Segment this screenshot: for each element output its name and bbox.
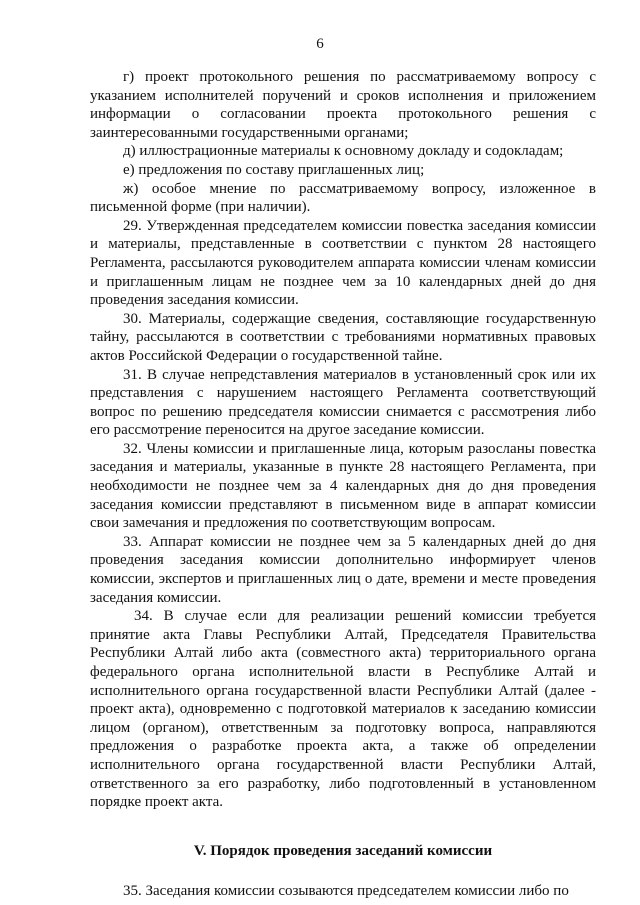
paragraph-33: 33. Аппарат комиссии не позднее чем за 5 календарных дней до дня проведения заседания комиссии дополнительно информирует членов комиссии, экспертов и приглашенных лиц о дате, времени и месте проведения заседания комиссии. — [90, 533, 596, 606]
paragraph-d: д) иллюстрационные материалы к основному докладу и содокладам; — [123, 143, 564, 160]
document-body — [90, 68, 596, 901]
page-number: 6 — [316, 36, 324, 52]
paragraph-30: 30. Материалы, содержащие сведения, составляющие государственную тайну, рассылаются в соответствии с требованиями нормативных правовых актов Российской Федерации о государственной тайне. — [90, 310, 596, 364]
paragraph-e: е) предложения по составу приглашенных лиц; — [123, 161, 425, 178]
paragraph-35: 35. Заседания комиссии созываются председателем комиссии либо по — [123, 883, 569, 900]
paragraph-34: 34. В случае если для реализации решений комиссии требуется принятие акта Главы Республики Алтай, Председателя Правительства Республики Алтай либо акта (совместного акта) территориального органа федерального органа исполнительной власти в Республике Алтай и исполнительного органа государственной власти Республики Алтай (далее - проект акта), одновременно с подготовкой материалов к заседанию комиссии лицом (органом), ответственным за подготовку вопроса, направляются предложения о разработке проекта акта, а также об определении исполнительного органа государственной власти Республики Алтай, ответственного за его разработку, либо подготовленный в установленном порядке проект акта. — [90, 608, 596, 811]
paragraph-zh: ж) особое мнение по рассматриваемому вопросу, изложенное в письменной форме (при наличии). — [90, 180, 596, 216]
paragraph-31: 31. В случае непредставления материалов в установленный срок или их представления с нарушением настоящего Регламента соответствующий вопрос по решению председателя комиссии снимается с рассмотрения либо его рассмотрение переносится на другое заседание комиссии. — [90, 366, 596, 439]
paragraph-29: 29. Утвержденная председателем комиссии повестка заседания комиссии и материалы, представленные в соответствии с пунктом 28 настоящего Регламента, рассылаются руководителем аппарата комиссии членам комиссии и приглашенным лицам не позднее чем за 10 календарных дней до дня проведения заседания комиссии. — [90, 217, 596, 309]
paragraph-32: 32. Члены комиссии и приглашенные лица, которым разосланы повестка заседания и материалы, указанные в пункте 28 настоящего Регламента, при необходимости не позднее чем за 4 календарных дня до дня проведения заседания комиссии представляют в письменном виде в аппарат комиссии свои замечания и предложения по соответствующим вопросам. — [90, 440, 596, 532]
paragraph-g: г) проект протокольного решения по рассматриваемому вопросу с указанием исполнителей поручений и сроков исполнения и приложением информации о согласовании проекта протокольного решения с заинтересованными государственными органами; — [90, 69, 596, 141]
section-heading: V. Порядок проведения заседаний комиссии — [193, 842, 493, 859]
